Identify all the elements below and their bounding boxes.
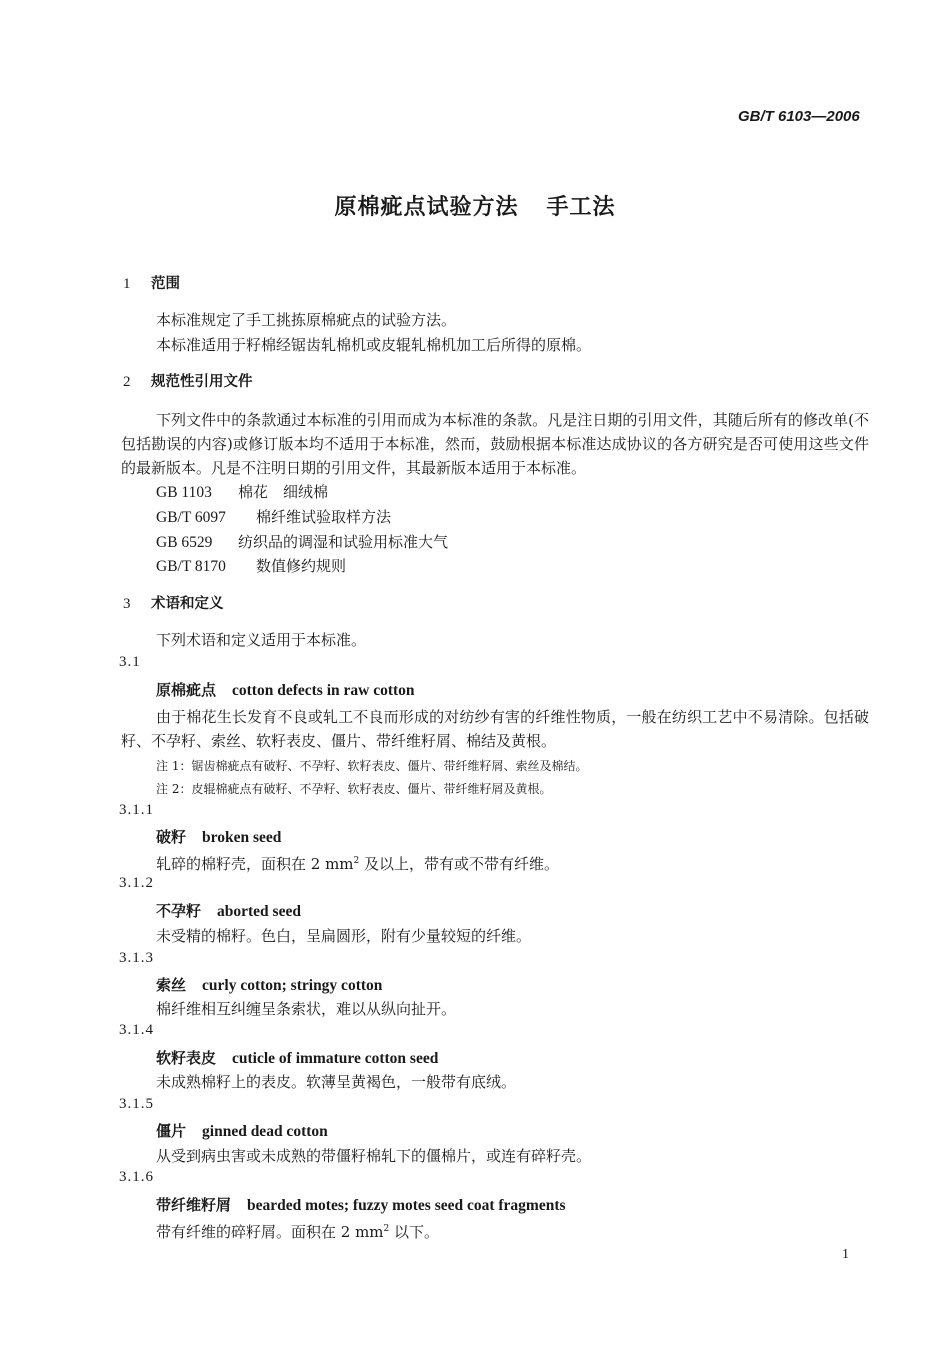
clause-number: 3.1 (119, 654, 141, 670)
definition-text: 带有纤维的碎籽屑。面积在 2 mm (156, 1223, 384, 1241)
term-entry (156, 900, 301, 921)
clause-number: 3.1.4 (119, 1022, 154, 1038)
term-entry (156, 679, 415, 700)
reference-title: 纺织品的调湿和试验用标准大气 (238, 533, 449, 551)
clause-number: 3.1.6 (119, 1169, 154, 1185)
term-chinese: 原棉疵点 (156, 681, 217, 699)
definition-text: 轧碎的棉籽壳，面积在 2 mm (156, 855, 354, 873)
term-english: cotton defects in raw cotton (232, 682, 415, 699)
reference-code: GB 1103 (156, 484, 212, 501)
page-number: 1 (842, 1247, 849, 1262)
note-2: 注 2：皮辊棉疵点有破籽、不孕籽、软籽表皮、僵片、带纤维籽屑及黄根。 (156, 782, 552, 796)
reference-code: GB/T 6097 (156, 509, 226, 526)
term-definition (156, 1217, 439, 1244)
term-entry (156, 826, 281, 847)
section-1-heading (123, 272, 180, 293)
term-entry (156, 1194, 566, 1215)
section-number: 1 (123, 276, 131, 292)
reference-item (156, 480, 328, 505)
definition-text: 及以上，带有或不带有纤维。 (359, 855, 560, 873)
reference-code: GB/T 8170 (156, 558, 226, 575)
clause-number: 3.1.1 (119, 802, 154, 818)
term-chinese: 不孕籽 (156, 902, 202, 920)
term-definition: 棉纤维相互纠缠呈条索状，难以从纵向扯开。 (156, 1000, 457, 1018)
section-title: 范围 (151, 276, 180, 292)
term-definition: 未成熟棉籽上的表皮。软薄呈黄褐色，一般带有底绒。 (156, 1073, 517, 1091)
term-english: ginned dead cotton (202, 1123, 328, 1140)
section-number: 3 (123, 596, 131, 612)
reference-title: 棉花 细绒棉 (238, 483, 329, 501)
term-chinese: 僵片 (156, 1122, 187, 1140)
clause-number: 3.1.2 (119, 875, 154, 891)
reference-title: 棉纤维试验取样方法 (256, 508, 392, 526)
term-english: curly cotton; stringy cotton (202, 977, 383, 994)
term-chinese: 索丝 (156, 976, 187, 994)
term-definition (156, 849, 559, 876)
term-chinese: 软籽表皮 (156, 1049, 217, 1067)
definition-text: 以下。 (389, 1223, 440, 1241)
section-title: 术语和定义 (151, 596, 224, 612)
superscript: 2 (383, 1224, 390, 1234)
reference-item (156, 554, 346, 579)
note-1: 注 1：锯齿棉疵点有破籽、不孕籽、软籽表皮、僵片、带纤维籽屑、索丝及棉结。 (156, 759, 588, 773)
title-sub: 手工法 (546, 195, 616, 220)
section-3-heading (123, 592, 224, 613)
term-entry (156, 974, 382, 995)
term-english: cuticle of immature cotton seed (232, 1050, 439, 1067)
section-number: 2 (123, 374, 131, 390)
term-chinese: 破籽 (156, 828, 187, 846)
term-definition: 从受到病虫害或未成熟的带僵籽棉轧下的僵棉片，或连有碎籽壳。 (156, 1147, 592, 1165)
reference-item (156, 505, 391, 530)
term-chinese: 带纤维籽屑 (156, 1196, 232, 1214)
term-english: aborted seed (217, 903, 301, 920)
scope-paragraph-1: 本标准规定了手工挑拣原棉疵点的试验方法。 (156, 311, 457, 329)
document-title (0, 190, 950, 221)
clause-number: 3.1.3 (119, 950, 154, 966)
section-2-heading (123, 370, 253, 391)
term-definition: 由于棉花生长发育不良或轧工不良而形成的对纺纱有害的纤维性物质，一般在纺织工艺中不易清除。包括破籽、不孕籽、索丝、软籽表皮、僵片、带纤维籽屑、棉结及黄根。 (121, 708, 869, 750)
term-english: bearded motes; fuzzy motes seed coat fragments (247, 1197, 566, 1214)
term-english: broken seed (202, 829, 282, 846)
term-entry (156, 1120, 328, 1141)
reference-item (156, 530, 448, 555)
reference-title: 数值修约规则 (256, 557, 347, 575)
term-definition: 未受精的棉籽。色白，呈扁圆形，附有少量较短的纤维。 (156, 927, 532, 945)
section-title: 规范性引用文件 (151, 374, 253, 390)
title-main: 原棉疵点试验方法 (334, 195, 519, 220)
normative-intro: 下列文件中的条款通过本标准的引用而成为本标准的条款。凡是注日期的引用文件，其随后所有的修改单(不包括勘误的内容)或修订版本均不适用于本标准，然而，鼓励根据本标准达成协议的各方研究是否可使用这些文件的最新版本。凡是不注明日期的引用文件，其最新版本适用于本标准。 (121, 411, 869, 477)
clause-number: 3.1.5 (119, 1096, 154, 1112)
terms-intro: 下列术语和定义适用于本标准。 (156, 631, 367, 649)
reference-code: GB 6529 (156, 534, 213, 551)
scope-paragraph-2: 本标准适用于籽棉经锯齿轧棉机或皮辊轧棉机加工后所得的原棉。 (156, 336, 592, 354)
standard-code: GB/T 6103—2006 (738, 108, 860, 125)
superscript: 2 (353, 856, 360, 866)
term-entry (156, 1047, 438, 1068)
